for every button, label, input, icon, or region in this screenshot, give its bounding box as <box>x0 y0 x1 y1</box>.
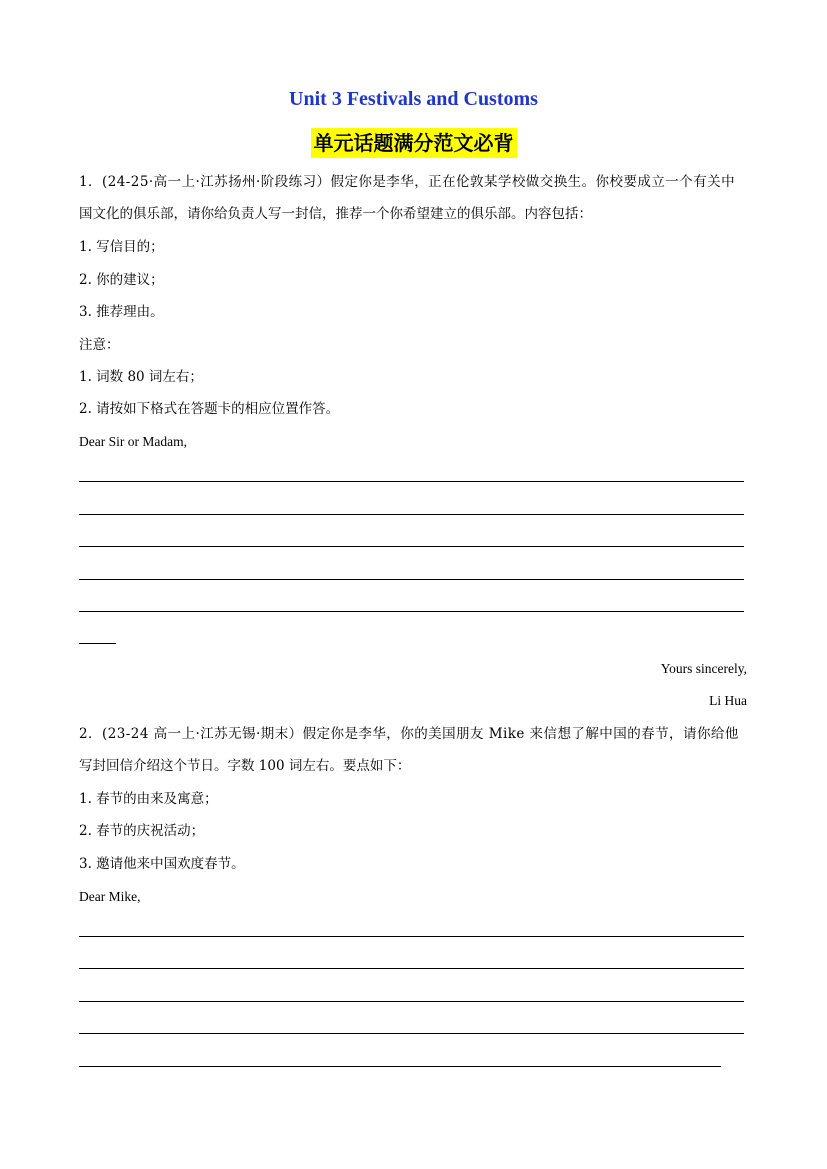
page-title: Unit 3 Festivals and Customs <box>289 88 538 110</box>
q2-stem-line-2: 写封回信介绍这个节日。字数 100 词左右。要点如下： <box>79 758 411 774</box>
q2-answer-line <box>79 1033 744 1034</box>
q2-answer-line <box>79 968 744 969</box>
subtitle-container <box>0 128 827 158</box>
q2-point-1: 1. 春节的由来及寓意； <box>79 791 218 807</box>
q1-closing: Yours sincerely, <box>660 661 747 676</box>
q2-point-3: 3. 邀请他来中国欢度春节。 <box>79 856 245 872</box>
q1-signature: Li Hua <box>709 693 747 708</box>
q1-answer-line-short <box>79 643 116 644</box>
q1-answer-line <box>79 611 744 612</box>
q1-greeting: Dear Sir or Madam, <box>79 434 187 449</box>
q2-answer-line <box>79 1066 721 1067</box>
q1-answer-line <box>79 514 744 515</box>
q2-greeting: Dear Mike, <box>79 889 141 904</box>
q2-point-2: 2. 春节的庆祝活动； <box>79 823 205 839</box>
q1-answer-line <box>79 481 744 482</box>
page-subtitle: 单元话题满分范文必背 <box>311 128 517 158</box>
q1-answer-line <box>79 579 744 580</box>
q1-answer-line <box>79 546 744 547</box>
q2-answer-line <box>79 936 744 937</box>
q1-note-label: 注意： <box>79 337 120 353</box>
q1-note-2: 2. 请按如下格式在答题卡的相应位置作答。 <box>79 401 340 417</box>
q1-point-1: 1. 写信目的； <box>79 239 164 255</box>
q1-note-1: 1. 词数 80 词左右； <box>79 369 203 385</box>
q2-answer-line <box>79 1001 744 1002</box>
q2-stem-line-1: 2．(23-24 高一上·江苏无锡·期末）假定你是李华，你的美国朋友 Mike 来信想了解中国的春节，请你给他 <box>79 726 739 742</box>
q1-point-3: 3. 推荐理由。 <box>79 304 164 320</box>
q1-stem-line-2: 国文化的俱乐部，请你给负责人写一封信，推荐一个你希望建立的俱乐部。内容包括： <box>79 206 592 222</box>
q1-point-2: 2. 你的建议； <box>79 272 164 288</box>
q1-stem-line-1: 1．(24-25·高一上·江苏扬州·阶段练习）假定你是李华，正在伦敦某学校做交换生。你校要成立一个有关中 <box>79 174 736 190</box>
